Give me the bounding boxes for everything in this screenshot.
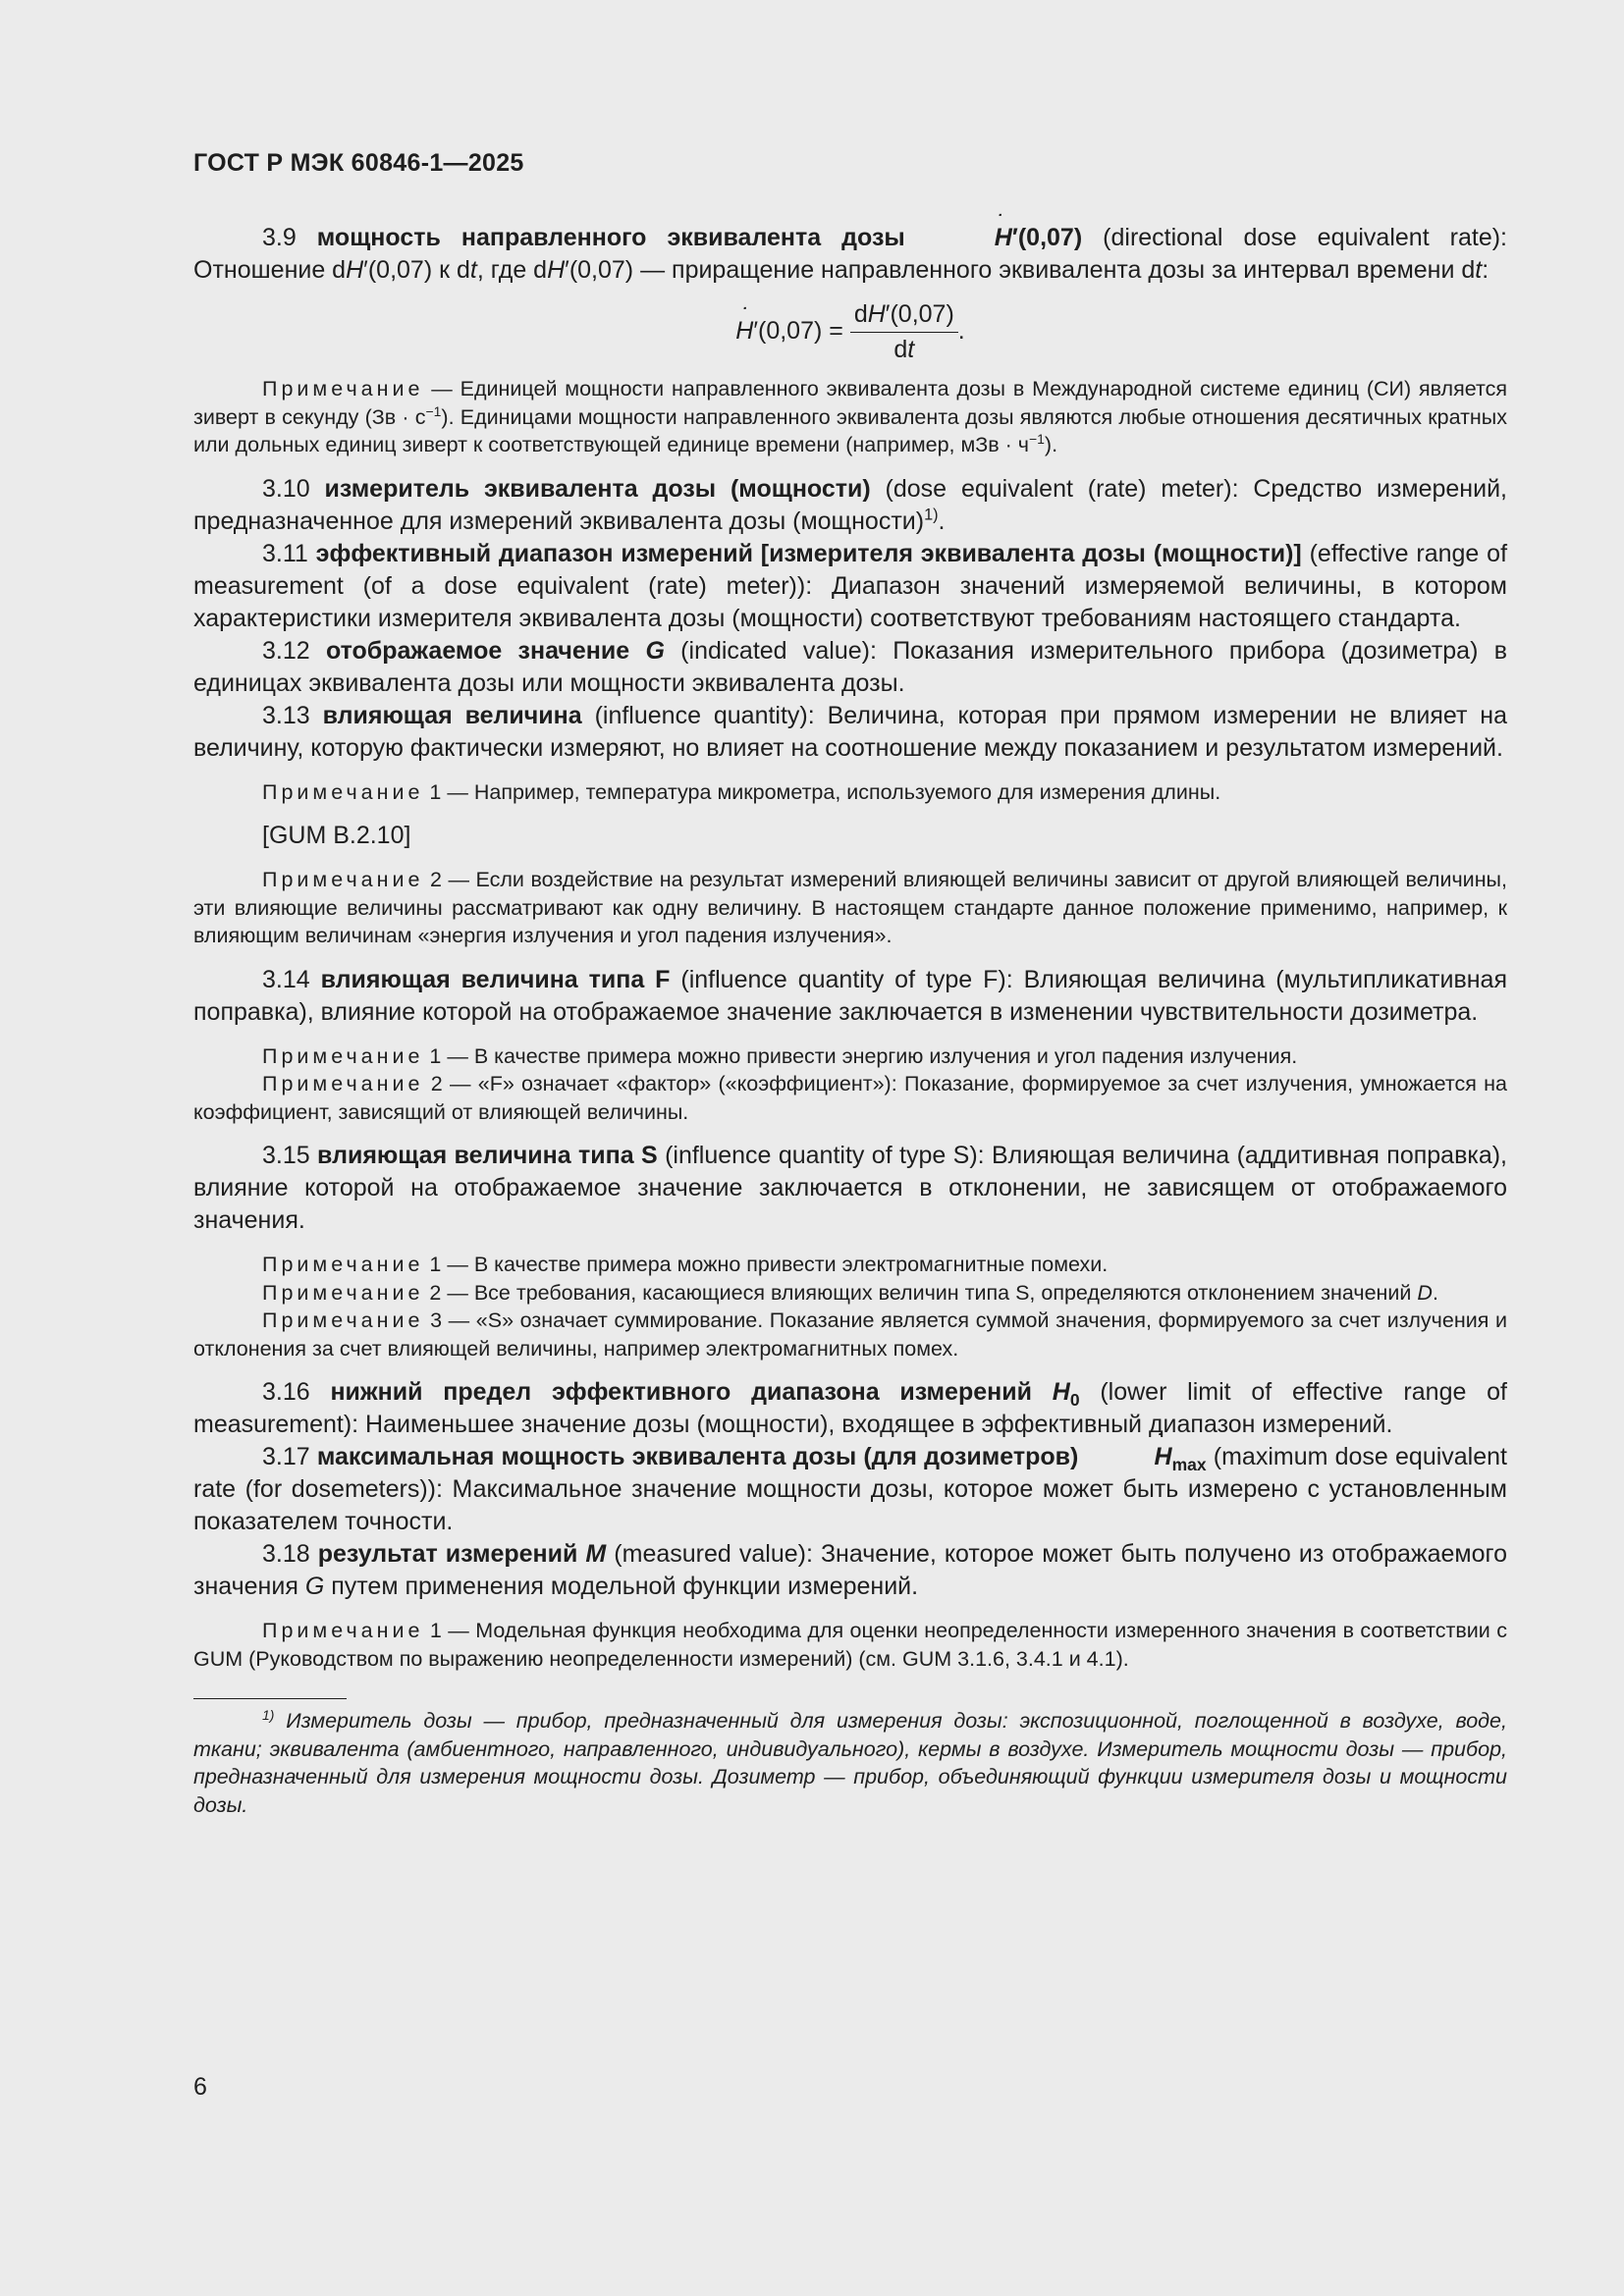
note-3-15-3: [193, 1307, 1507, 1362]
text: .: [938, 507, 946, 535]
term-symbol: G: [645, 636, 665, 665]
note-label: Примечание: [262, 1043, 424, 1068]
footnote-separator: [193, 1698, 347, 1699]
page-content: [193, 222, 1507, 1819]
note-3-14-1: [193, 1042, 1507, 1071]
note-label: Примечание: [262, 868, 424, 891]
symbol: t: [1475, 256, 1483, 284]
note-label: Примечание: [262, 377, 424, 400]
note-label: Примечание: [262, 1280, 424, 1305]
subscript: max: [1171, 1455, 1207, 1474]
term-title: результат измерений: [317, 1540, 586, 1568]
page-number: 6: [193, 2073, 207, 2101]
note-text: 1 — Модельная функция необходима для оценки неопределенности измеренного значения в соответствии с GUM (Руководством по выражению неопределенности измерений) (см. GUM 3.1.6, 3.4.1 и 4.1).: [193, 1619, 1507, 1671]
term-text: (indicated value): Показания измерительного прибора (дозиметра) в единицах эквивалента дозы или мощности эквивалента дозы.: [193, 636, 1507, 697]
note-3-13-1: [193, 778, 1507, 807]
text: :: [1482, 256, 1489, 284]
term-text: (influence quantity): Величина, которая при прямом измерении не влияет на величину, которую фактически измеряют, но влияет на соотношение между показанием и результатом измерений.: [193, 701, 1508, 762]
formula-symbol: H ˙: [735, 317, 753, 346]
term-title: влияющая величина типа S: [317, 1142, 658, 1169]
term-text: путем применения модельной функции измерений.: [324, 1573, 919, 1600]
note-text: — Единицей мощности направленного эквивалента дозы в Международной системе единиц (СИ) является зиверт в секунду (Зв · с: [193, 377, 1507, 429]
note-text: 1 — В качестве примера можно привести электромагнитные помехи.: [423, 1253, 1109, 1276]
term-title: влияющая величина: [322, 701, 582, 729]
note-label: Примечание: [262, 1253, 424, 1276]
note-3-18-1: [193, 1617, 1507, 1673]
note-label: Примечание: [262, 1619, 424, 1642]
term-number: 3.9: [262, 224, 317, 251]
term-number: 3.12: [262, 636, 326, 665]
term-3-12: [193, 635, 1507, 700]
symbol: H: [547, 256, 566, 284]
term-3-11: [193, 538, 1507, 635]
term-3-15: [193, 1140, 1507, 1237]
superscript: −1: [425, 402, 442, 419]
term-text: (effective range of measurement (of a dose equivalent (rate) meter)): Диапазон значений измеряемой величины, в котором характеристики измерителя эквивалента дозы (мощности) соответствуют требованиям настоящего стандарта.: [193, 539, 1508, 632]
note-label: Примечание: [262, 1308, 424, 1332]
term-3-9: [193, 222, 1507, 287]
term-number: 3.13: [262, 701, 323, 729]
term-text: (maximum dose equivalent rate (for dosemeters)): Максимальное значение мощности дозы, которое может быть измерено с установленным показателем точности.: [193, 1443, 1507, 1535]
term-3-18: [193, 1538, 1507, 1603]
term-number: 3.17: [262, 1443, 317, 1470]
note-text: 1 — Например, температура микрометра, используемого для измерения длины.: [423, 779, 1221, 804]
formula-lhs: ′(0,07) =: [753, 317, 843, 346]
formula-fraction: [850, 300, 958, 364]
term-text: (influence quantity of type F): Влияющая величина (мультипликативная поправка), влияние которой на отображаемое значение заключается в изменении чувствительности дозиметра.: [193, 965, 1508, 1026]
note-text: 2 — Все требования, касающиеся влияющих величин типа S, определяются отклонением значений: [423, 1280, 1418, 1305]
term-number: 3.14: [262, 965, 321, 993]
gum-reference: [GUM B.2.10]: [262, 822, 411, 849]
term-title: мощность направленного эквивалента дозы: [316, 224, 926, 251]
symbol: G: [304, 1573, 325, 1600]
note-text: 2 — Если воздействие на результат измерений влияющей величины зависит от другой влияющей величины, эти влияющие величины рассматривают как одну величину. В настоящем стандарте данное положение применимо, например, к влияющим величинам «энергия излучения и угол падения излучения».: [193, 868, 1507, 947]
formula-end: .: [957, 317, 965, 346]
formula-3-9: [193, 300, 1507, 361]
term-text: (influence quantity of type S): Влияющая величина (аддитивная поправка), влияние которой на отображаемое значение заключается в отклонении, не зависящем от отображаемого значения.: [193, 1142, 1508, 1234]
note-text: 3 — «S» означает суммирование. Показание является суммой значения, формируемого за счет излучения и отклонения за счет влияющей величины, например электромагнитных помех.: [193, 1308, 1507, 1361]
term-number: 3.15: [262, 1142, 318, 1169]
term-title: влияющая величина типа F: [320, 965, 671, 993]
term-text: (lower limit of effective range of measurement): Наименьшее значение дозы (мощности), входящее в эффективный диапазон измерений.: [193, 1378, 1507, 1438]
note-text: 2 — «F» означает «фактор» («коэффициент»): Показание, формируемое за счет излучения, умножается на коэффициент, зависящий от влияющей величины.: [193, 1072, 1507, 1124]
text: ′(0,07) — приращение направленного эквивалента дозы за интервал времени d: [565, 256, 1476, 284]
term-3-17: [193, 1441, 1507, 1538]
term-title: измеритель эквивалента дозы (мощности): [324, 474, 871, 503]
formula-d: d: [853, 300, 868, 328]
term-title: максимальная мощность эквивалента дозы (для дозиметров): [316, 1443, 1086, 1470]
term-3-10: [193, 473, 1507, 538]
symbol: H: [346, 256, 364, 284]
note-text: ). Единицами мощности направленного эквивалента дозы являются любые отношения десятичных кратных или дольных единиц зиверт к соответствующей единице времени (например, мЗв · ч: [193, 404, 1507, 456]
term-symbol: M: [585, 1540, 607, 1568]
term-title: отображаемое значение: [325, 636, 646, 665]
formula-denominator: [850, 333, 958, 364]
term-symbol: H ˙: [926, 222, 1012, 254]
term-title: нижний предел эффективного диапазона измерений: [330, 1378, 1053, 1406]
formula-arg: ′(0,07): [885, 300, 954, 328]
note-3-15-2: [193, 1279, 1507, 1308]
formula-d: d: [893, 336, 908, 363]
note-3-9: [193, 375, 1507, 459]
note-text: ).: [1044, 433, 1058, 456]
term-text: (directional dose equivalent rate): Отношение d: [193, 224, 1507, 284]
subscript: 0: [1069, 1390, 1080, 1410]
document-header: ГОСТ Р МЭК 60846-1—2025: [193, 149, 524, 177]
footnote-text: Измеритель дозы — прибор, предназначенный для измерения дозы: экспозиционной, поглощенной в воздухе, воде, ткани; эквивалента (амбиентного, направленного, индивидуального), кермы в воздухе. Измеритель мощности дозы — прибор, предназначенный для измерения мощности дозы. Дозиметр — прибор, объединяющий функции измерителя дозы и мощности дозы.: [193, 1709, 1507, 1817]
term-3-16: [193, 1376, 1507, 1441]
text: ′(0,07) к d: [363, 256, 470, 284]
text: , где d: [476, 256, 548, 284]
term-3-14: [193, 964, 1507, 1029]
term-text: (dose equivalent (rate) meter): Средство измерений, предназначенное для измерений эквивалента дозы (мощности): [193, 474, 1507, 535]
term-number: 3.11: [262, 539, 316, 567]
note-3-14-2: [193, 1070, 1507, 1126]
term-title: эффективный диапазон измерений [измерителя эквивалента дозы (мощности)]: [315, 539, 1302, 567]
term-symbol: H ˙: [1086, 1441, 1172, 1473]
term-symbol-suffix: ′(0,07): [1011, 224, 1083, 251]
formula-symbol: H: [867, 300, 886, 328]
note-3-13-2: [193, 866, 1507, 950]
term-3-13: [193, 700, 1507, 765]
superscript: −1: [1028, 430, 1045, 447]
note-3-15-1: [193, 1251, 1507, 1279]
note-label: Примечание: [262, 1072, 424, 1095]
term-number: 3.18: [262, 1540, 318, 1568]
term-symbol: H: [1052, 1378, 1070, 1406]
symbol: t: [469, 256, 477, 284]
symbol: D: [1417, 1280, 1433, 1305]
formula-numerator: [850, 300, 958, 333]
footnote: [193, 1707, 1507, 1819]
term-number: 3.10: [262, 474, 325, 503]
footnote-ref: 1): [924, 506, 939, 524]
footnote-mark: 1): [262, 1706, 275, 1723]
note-label: Примечание: [262, 779, 424, 804]
note-text: .: [1432, 1280, 1438, 1305]
formula-t: t: [907, 336, 915, 363]
term-text: (measured value): Значение, которое может быть получено из отображаемого значения: [193, 1540, 1507, 1600]
term-number: 3.16: [262, 1378, 331, 1406]
note-text: 1 — В качестве примера можно привести энергию излучения и угол падения излучения.: [423, 1043, 1298, 1068]
